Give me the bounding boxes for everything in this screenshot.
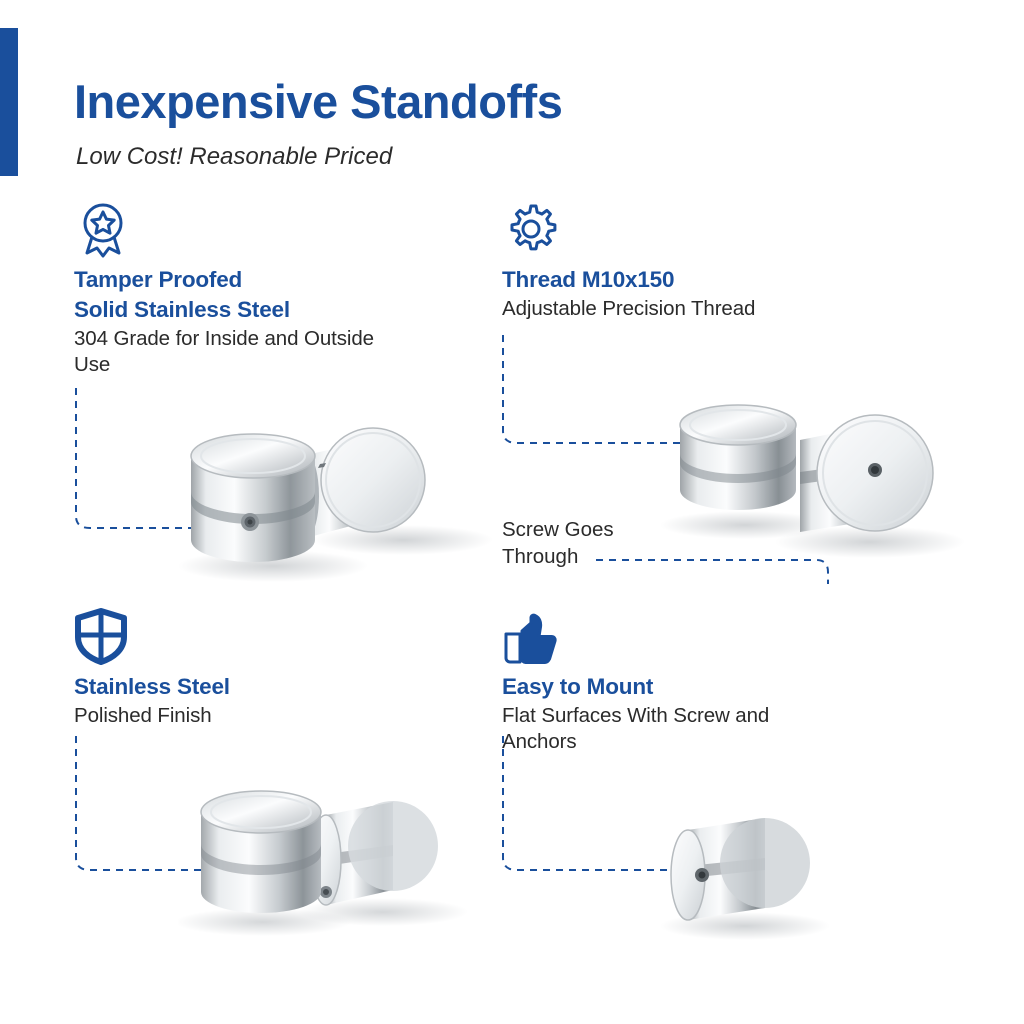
feature-mount-heading-1: Easy to Mount (502, 674, 654, 699)
photo-single-standoff (640, 790, 860, 950)
feature-thread-heading-1: Thread M10x150 (502, 267, 675, 292)
feature-mount-description: Flat Surfaces With Screw and Anchors (502, 703, 770, 754)
feature-tamper-description: 304 Grade for Inside and Outside Use (74, 326, 374, 377)
callout-screw-line-2: Through (502, 544, 579, 568)
feature-steel-heading-1: Stainless Steel (74, 674, 230, 699)
callout-screw-goes-through (502, 517, 652, 570)
badge-star-icon (74, 200, 404, 258)
feature-tamper-heading-1: Tamper Proofed (74, 267, 243, 292)
accent-bar (0, 28, 18, 176)
callout-screw-line-1: Screw Goes (502, 518, 614, 541)
photo-polished-standoffs (178, 760, 478, 945)
page-subtitle: Low Cost! Reasonable Priced (76, 143, 393, 170)
feature-thread-description: Adjustable Precision Thread (502, 296, 756, 320)
page-title: Inexpensive Standoffs (74, 75, 563, 128)
feature-easy-to-mount (502, 607, 842, 756)
photo-thread-standoffs (660, 370, 970, 570)
feature-tamper-heading-2: Solid Stainless Steel (74, 296, 290, 322)
feature-tamper-proofed (74, 200, 404, 379)
gear-icon (502, 200, 842, 258)
feature-steel-description: Polished Finish (74, 703, 212, 727)
shield-icon (74, 607, 404, 665)
feature-thread (502, 200, 842, 322)
feature-stainless-steel (74, 607, 404, 729)
thumbs-up-icon (502, 607, 842, 665)
photo-tamper-standoffs (168, 380, 498, 590)
